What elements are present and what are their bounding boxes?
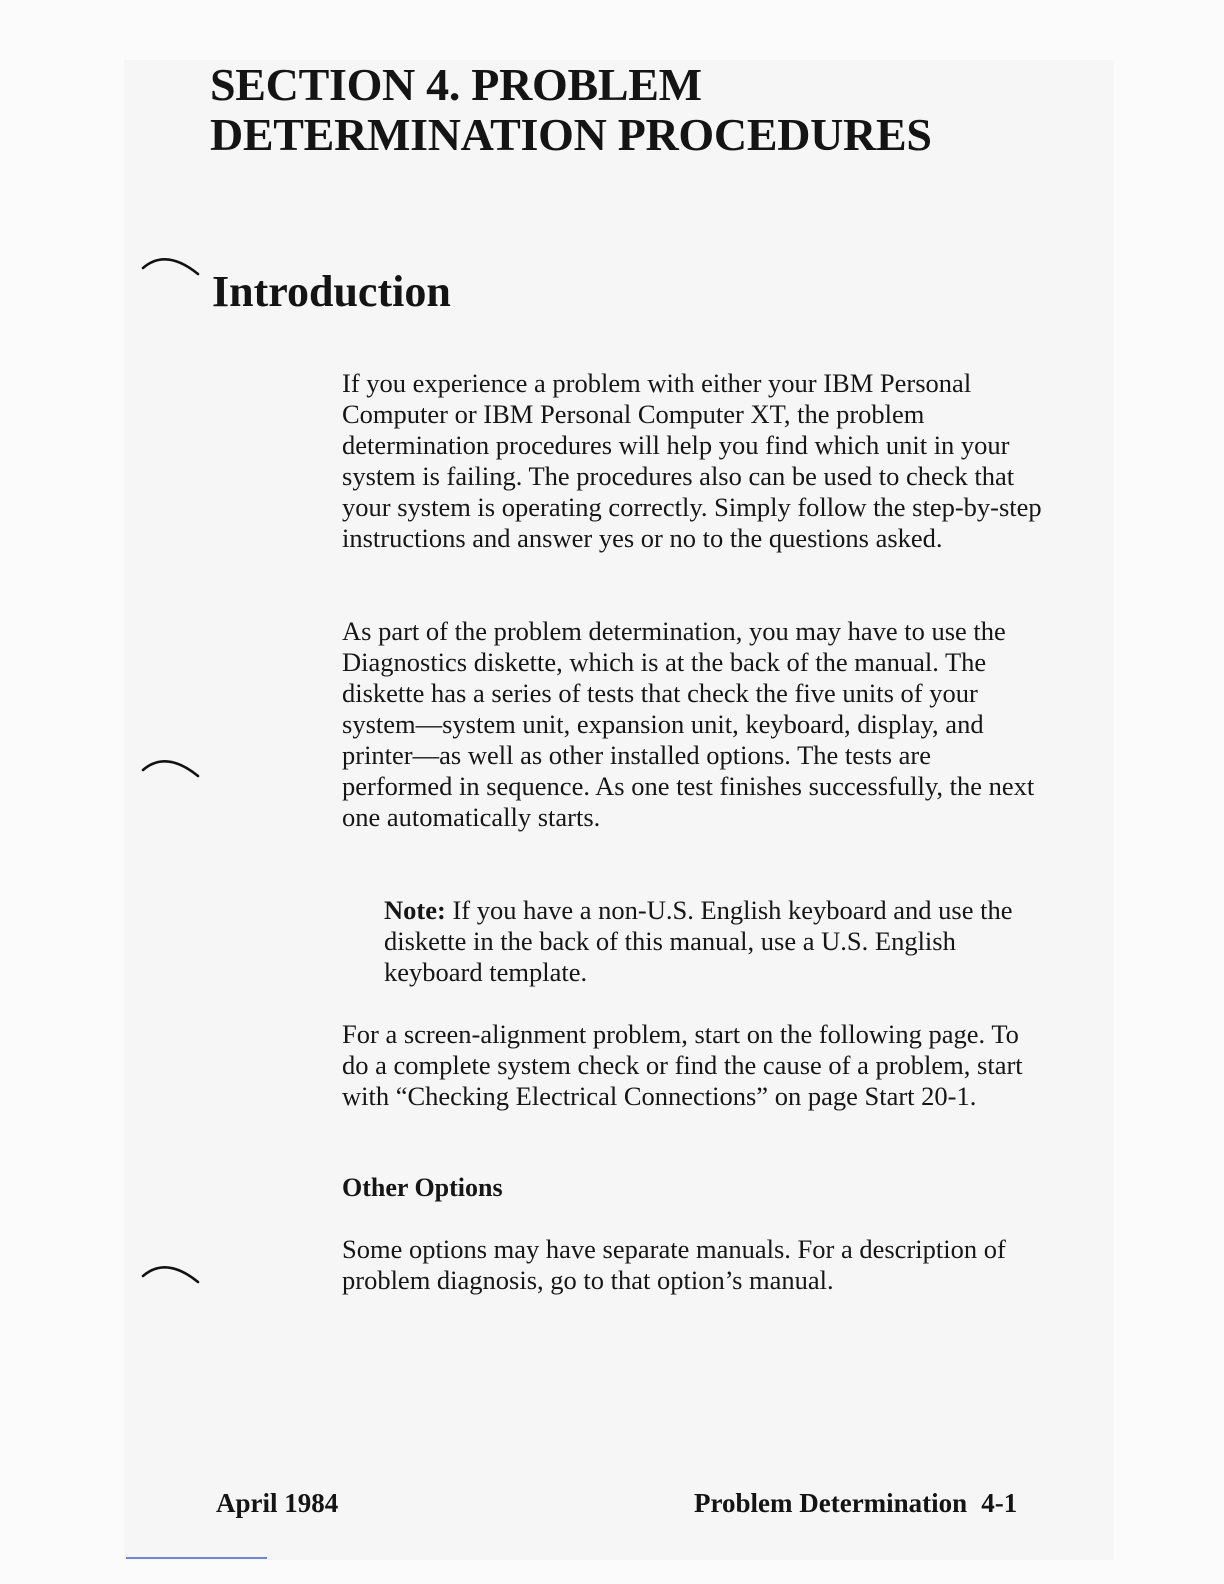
binder-hole-mark-icon bbox=[140, 1258, 200, 1288]
binder-hole-mark-icon bbox=[140, 250, 200, 280]
footer-chapter: Problem Determination bbox=[694, 1488, 968, 1518]
other-options-heading: Other Options bbox=[342, 1173, 503, 1202]
intro-paragraph-2: As part of the problem determination, you may have to use the Diagnostics diskette, which is at the back of the manual. The diskette has a series of tests that check the five units of your system—system unit, expansion unit, keyboard, display, and printer—as well as other installed options. The tests are performed in sequence. As one test finishes successfully, the next one automatically starts. bbox=[342, 616, 1035, 832]
introduction-heading: Introduction bbox=[212, 267, 451, 316]
other-options-paragraph: Some options may have separate manuals. For a description of problem diagnosis, go to that option’s manual. bbox=[342, 1234, 1006, 1295]
note-label: Note: bbox=[384, 895, 446, 925]
section-title bbox=[210, 60, 932, 160]
intro-paragraph-3: For a screen-alignment problem, start on the following page. To do a complete system check or find the cause of a problem, start with “Checking Electrical Connections” on page Start 20-1. bbox=[342, 1019, 1023, 1111]
footer-running-title bbox=[694, 1488, 1017, 1519]
scan-edge-line bbox=[126, 1557, 267, 1559]
binder-hole-mark-icon bbox=[140, 752, 200, 782]
keyboard-note bbox=[384, 895, 1044, 988]
note-text: If you have a non-U.S. English keyboard and use the diskette in the back of this manual, use a U.S. English keyboard template. bbox=[384, 895, 1013, 987]
section-title-line-2: DETERMINATION PROCEDURES bbox=[210, 109, 932, 160]
footer-date: April 1984 bbox=[216, 1488, 339, 1518]
section-title-line-1: SECTION 4. PROBLEM bbox=[210, 59, 702, 110]
footer-page-number: 4-1 bbox=[981, 1488, 1018, 1518]
intro-paragraph-1: If you experience a problem with either your IBM Personal Computer or IBM Personal Computer XT, the problem determination procedures will help you find which unit in your system is failing. The procedures also can be used to check that your system is operating correctly. Simply follow the step-by-step instructions and answer yes or no to the questions asked. bbox=[342, 368, 1042, 553]
